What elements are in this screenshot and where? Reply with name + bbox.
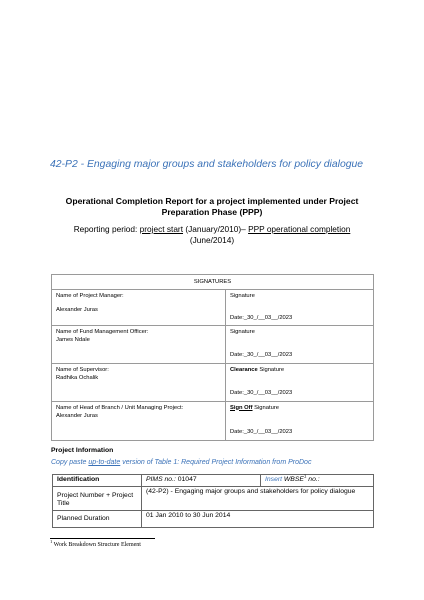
head-of-branch-name: Alexander Juras: [56, 413, 98, 419]
signatures-header: SIGNATURES: [52, 275, 374, 290]
wbse-post: no.:: [306, 476, 320, 483]
wbse-label: WBSE: [282, 476, 304, 483]
fund-officer-label: Name of Fund Management Officer:: [56, 328, 149, 335]
identification-label: Identification: [53, 475, 142, 487]
planned-duration-value: 01 Jan 2010 to 30 Jun 2014: [142, 510, 374, 527]
reporting-dash: –: [241, 224, 249, 234]
project-info-subtitle: [51, 459, 311, 466]
project-manager-name: Alexander Juras: [56, 307, 98, 313]
reporting-start-date: (January/2010): [183, 224, 242, 234]
project-info-sub-link: up-to-date: [88, 459, 121, 466]
signature-prefix: Sign Off: [230, 404, 253, 411]
project-number-title-label: Project Number + Project Title: [53, 486, 142, 510]
signature-row-left: [52, 401, 226, 440]
signature-row-left: [52, 363, 226, 401]
supervisor-name: Radhika Ochalik: [56, 375, 99, 381]
wbse-cell: [261, 475, 374, 487]
signature-label: Signature: [257, 366, 285, 373]
project-number-title-value: (42-P2) - Engaging major groups and stakeholders for policy dialogue: [142, 486, 374, 510]
signature-row-right: [226, 325, 374, 363]
project-info-table: [52, 474, 374, 528]
signature-date: Date:_30_/__03__/2023: [230, 351, 293, 358]
signatures-table: [51, 274, 374, 441]
reporting-prefix: Reporting period:: [73, 224, 140, 234]
planned-duration-label: Planned Duration: [53, 510, 142, 527]
pims-value: 01047: [175, 476, 197, 483]
reporting-period: [58, 224, 366, 246]
signature-row-right: [226, 289, 374, 325]
signature-label: Signature: [252, 404, 279, 411]
footnote-rule: [50, 538, 155, 539]
reporting-end-date: (June/2014): [189, 235, 235, 245]
signature-label: Signature: [230, 292, 255, 299]
pims-cell: [142, 475, 261, 487]
wbse-footnote-ref: 1: [303, 473, 307, 479]
project-manager-label: Name of Project Manager:: [56, 292, 124, 299]
project-info-sub-post: version of Table 1: Required Project Information from ProDoc: [120, 459, 312, 466]
signature-prefix: Clearance: [230, 366, 258, 373]
project-info-title: Project Information: [51, 447, 114, 454]
signature-date: Date:_30_/__03__/2023: [230, 428, 293, 435]
signature-row-right: [226, 363, 374, 401]
footnote: [50, 539, 141, 548]
project-info-sub-pre: Copy paste: [51, 459, 89, 466]
signature-row-left: [52, 325, 226, 363]
wbse-insert: Insert: [265, 476, 282, 483]
fund-officer-name: James Ndale: [56, 337, 90, 343]
reporting-start: project start: [139, 224, 184, 234]
report-title: Operational Completion Report for a project implemented under Project Preparation Phase (PPP): [65, 196, 359, 217]
reporting-end: PPP operational completion: [248, 224, 351, 234]
supervisor-label: Name of Supervisor:: [56, 366, 109, 373]
signature-date: Date:_30_/__03__/2023: [230, 389, 293, 396]
footnote-text: Work Breakdown Structure Element: [52, 542, 141, 548]
signature-row-left: [52, 289, 226, 325]
pims-label: PIMS no.:: [146, 476, 176, 483]
footnote-number: 1: [50, 539, 53, 544]
head-of-branch-label: Name of Head of Branch / Unit Managing Project:: [56, 404, 184, 411]
signature-label: Signature: [230, 328, 255, 335]
signature-date: Date:_30_/__03__/2023: [230, 314, 293, 321]
signature-row-right: [226, 401, 374, 440]
document-title: 42-P2 - Engaging major groups and stakeholders for policy dialogue: [50, 159, 364, 170]
